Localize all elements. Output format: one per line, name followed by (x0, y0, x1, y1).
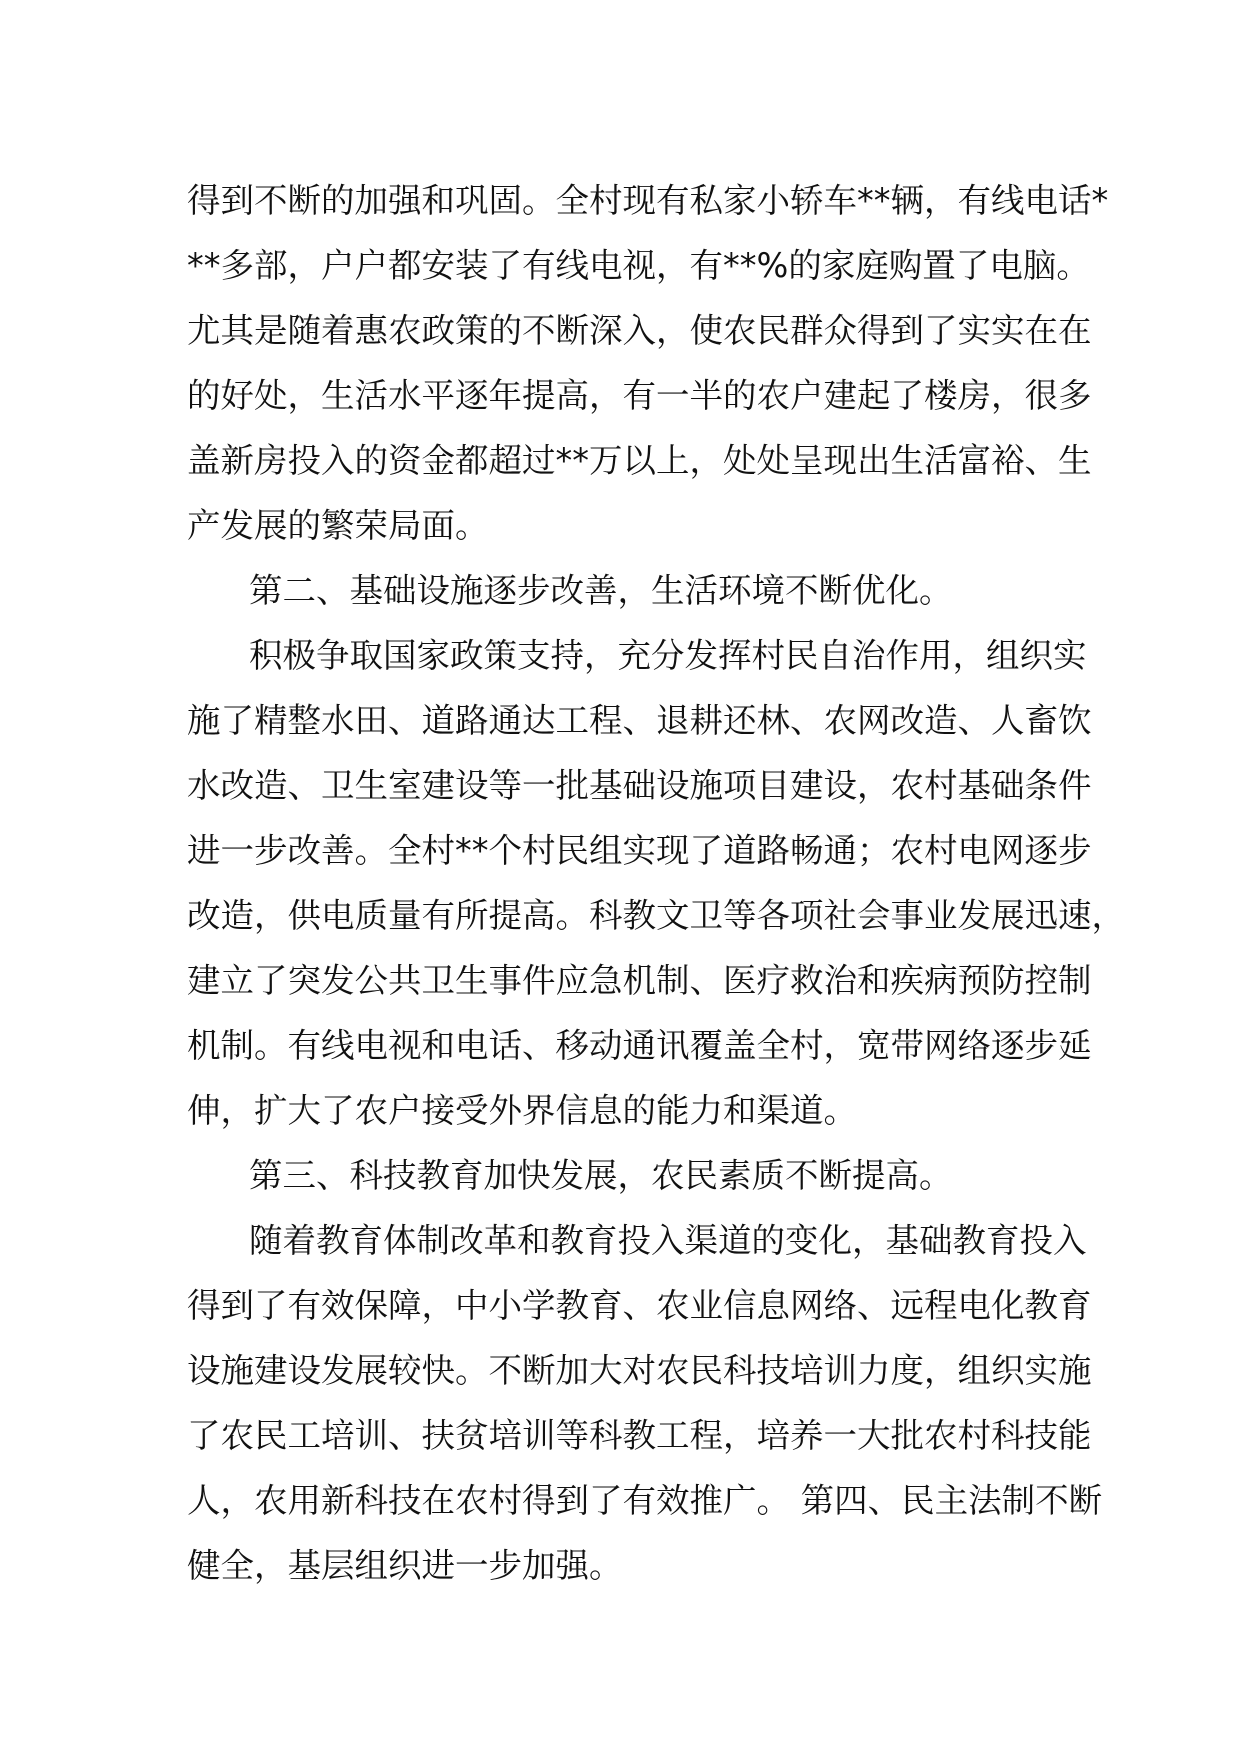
text-line: 设施建设发展较快。不断加大对农民科技培训力度，组织实施 (187, 1351, 1092, 1390)
text-line: 的好处，生活水平逐年提高，有一半的农户建起了楼房，很多 (187, 376, 1092, 415)
text-line: 随着教育体制改革和教育投入渠道的变化，基础教育投入 (249, 1221, 1087, 1260)
text-line: 施了精整水田、道路通达工程、退耕还林、农网改造、人畜饮 (187, 701, 1092, 740)
body-text (187, 168, 1125, 1598)
section-heading: 第三、科技教育加快发展，农民素质不断提高。 (249, 1156, 953, 1195)
text-line: 尤其是随着惠农政策的不断深入，使农民群众得到了实实在在 (187, 311, 1092, 350)
text-line: 改造，供电质量有所提高。科教文卫等各项社会事业发展迅速， (187, 896, 1125, 935)
text-line: 进一步改善。全村**个村民组实现了道路畅通；农村电网逐步 (187, 831, 1092, 870)
section-heading: 第二、基础设施逐步改善，生活环境不断优化。 (249, 571, 953, 610)
text-line: 建立了突发公共卫生事件应急机制、医疗救治和疾病预防控制 (187, 961, 1092, 1000)
text-line: 得到了有效保障，中小学教育、农业信息网络、远程电化教育 (187, 1286, 1092, 1325)
text-line: 得到不断的加强和巩固。全村现有私家小轿车**辆，有线电话* (187, 181, 1109, 220)
text-line: 人，农用新科技在农村得到了有效推广。 第四、民主法制不断 (187, 1481, 1103, 1520)
text-line: 水改造、卫生室建设等一批基础设施项目建设，农村基础条件 (187, 766, 1092, 805)
text-line: 机制。有线电视和电话、移动通讯覆盖全村，宽带网络逐步延 (187, 1026, 1092, 1065)
text-line: 伸，扩大了农户接受外界信息的能力和渠道。 (187, 1091, 857, 1130)
text-line: 盖新房投入的资金都超过**万以上，处处呈现出生活富裕、生 (187, 441, 1092, 480)
text-line: 产发展的繁荣局面。 (187, 506, 489, 545)
text-line: 了农民工培训、扶贫培训等科教工程，培养一大批农村科技能 (187, 1416, 1092, 1455)
text-line: 健全，基层组织进一步加强。 (187, 1546, 623, 1585)
text-line: 积极争取国家政策支持，充分发挥村民自治作用，组织实 (249, 636, 1087, 675)
text-line: **多部，户户都安装了有线电视，有**%的家庭购置了电脑。 (187, 246, 1090, 285)
